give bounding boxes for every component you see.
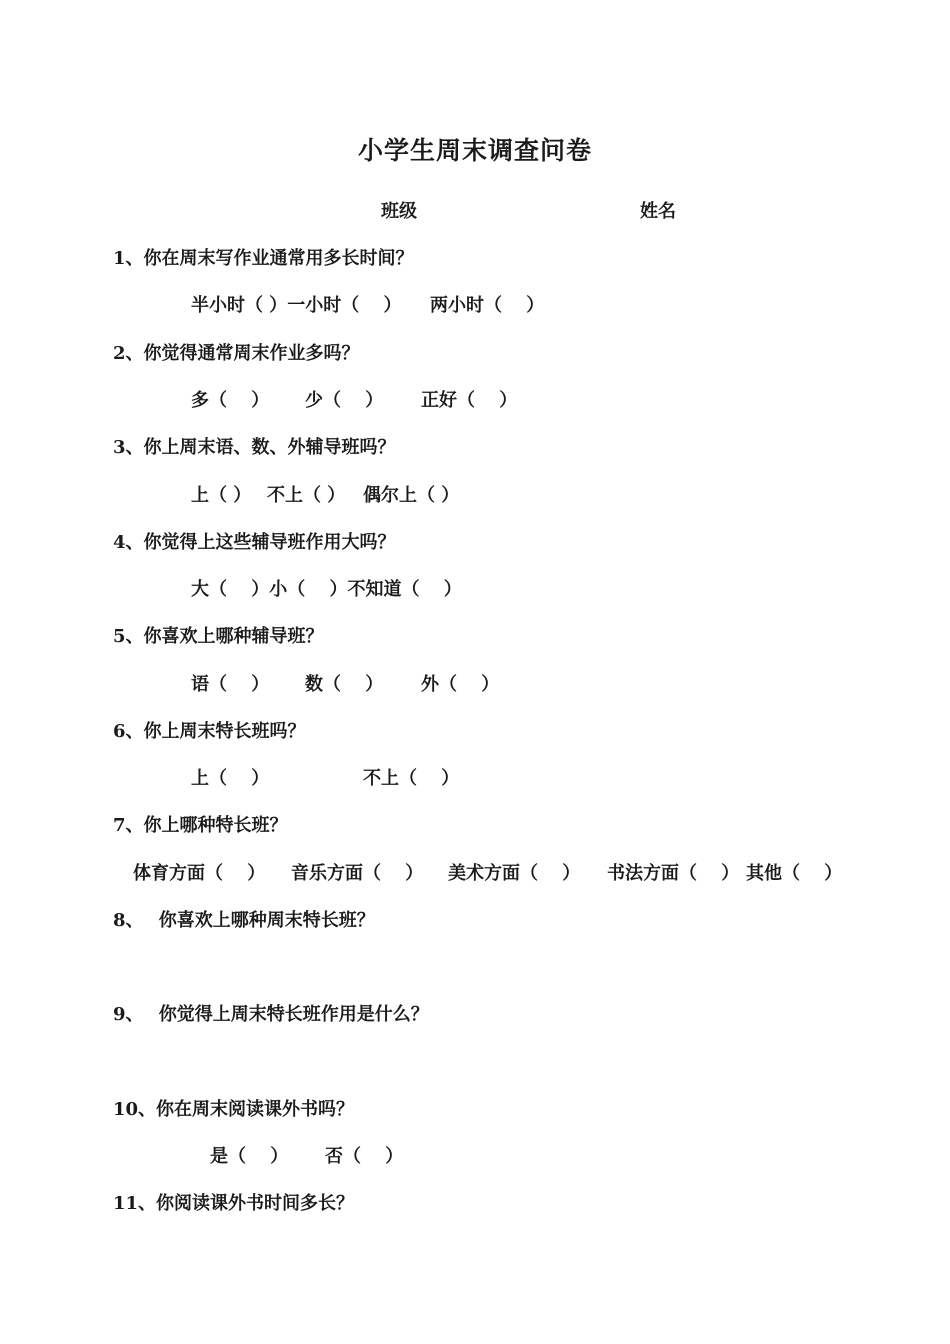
q1-option-half-one-hour[interactable]: 半小时（ ）一小时（ ） xyxy=(191,295,402,316)
q6-option-yes[interactable]: 上（ ） xyxy=(191,768,270,789)
name-field-label: 姓名 xyxy=(640,201,676,222)
question-2: 2、你觉得通常周末作业多吗？ xyxy=(113,343,360,364)
q5-option-chinese[interactable]: 语（ ） xyxy=(191,674,270,695)
q10-option-no[interactable]: 否（ ） xyxy=(325,1146,404,1167)
question-7: 7、你上哪种特长班？ xyxy=(113,815,288,836)
question-8: 8、 你喜欢上哪种周末特长班？ xyxy=(113,910,375,931)
q6-option-no[interactable]: 不上（ ） xyxy=(363,768,460,789)
q3-option-yes[interactable]: 上（ ） xyxy=(191,485,252,506)
q3-option-sometimes[interactable]: 偶尔上（ ） xyxy=(363,485,460,506)
q5-option-math[interactable]: 数（ ） xyxy=(305,674,384,695)
page-title: 小学生周末调查问卷 xyxy=(357,136,592,165)
q2-option-just-right[interactable]: 正好（ ） xyxy=(421,390,518,411)
q3-option-no[interactable]: 不上（ ） xyxy=(267,485,346,506)
q5-option-foreign[interactable]: 外（ ） xyxy=(421,674,500,695)
q2-option-few[interactable]: 少（ ） xyxy=(305,390,384,411)
question-3: 3、你上周末语、数、外辅导班吗？ xyxy=(113,437,396,458)
question-11: 11、你阅读课外书时间多长？ xyxy=(113,1193,355,1214)
q7-option-music[interactable]: 音乐方面（ ） xyxy=(291,863,424,884)
question-6: 6、你上周末特长班吗？ xyxy=(113,721,306,742)
q4-options[interactable]: 大（ ）小（ ）不知道（ ） xyxy=(191,579,462,600)
q2-option-many[interactable]: 多（ ） xyxy=(191,390,270,411)
q7-option-other[interactable]: 其他（ ） xyxy=(746,863,843,884)
q10-option-yes[interactable]: 是（ ） xyxy=(210,1146,289,1167)
q7-option-calligraphy[interactable]: 书法方面（ ） xyxy=(607,863,740,884)
question-9: 9、 你觉得上周末特长班作用是什么？ xyxy=(113,1004,429,1025)
class-field-label: 班级 xyxy=(381,201,417,222)
q1-option-two-hours[interactable]: 两小时（ ） xyxy=(430,295,545,316)
q7-option-sports[interactable]: 体育方面（ ） xyxy=(133,863,266,884)
question-10: 10、你在周末阅读课外书吗？ xyxy=(113,1099,355,1120)
q7-option-art[interactable]: 美术方面（ ） xyxy=(448,863,581,884)
question-5: 5、你喜欢上哪种辅导班？ xyxy=(113,626,324,647)
question-1: 1、你在周末写作业通常用多长时间？ xyxy=(113,248,414,269)
question-4: 4、你觉得上这些辅导班作用大吗？ xyxy=(113,532,396,553)
